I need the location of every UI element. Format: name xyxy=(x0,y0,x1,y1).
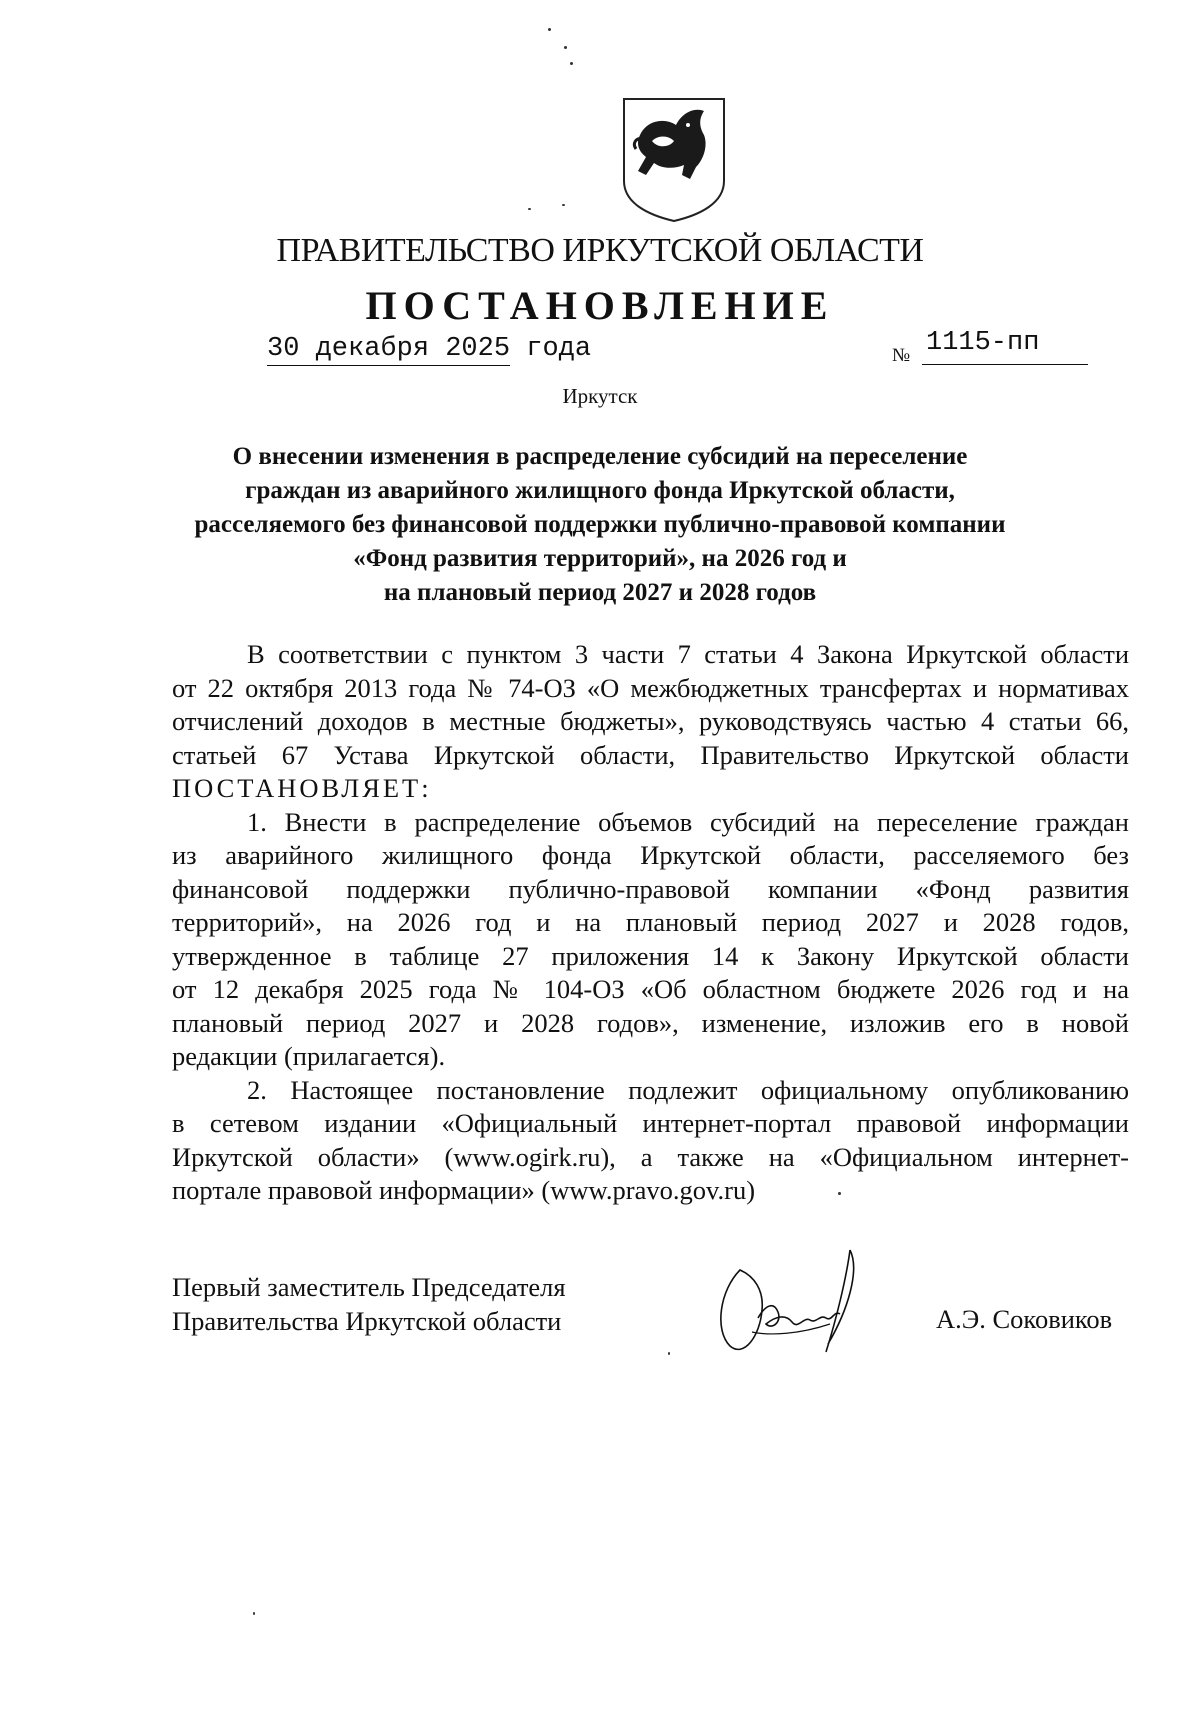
body-line: в сетевом издании «Официальный интернет-портал правовой информации xyxy=(172,1108,1129,1138)
title-line: О внесении изменения в распределение субсидий на переселение xyxy=(232,443,968,470)
body-line: финансовой поддержки публично-правовой компании «Фонд развития xyxy=(172,873,1129,904)
scan-speck xyxy=(253,1612,255,1615)
scan-speck xyxy=(548,28,551,31)
number-label: № xyxy=(892,345,911,366)
date-value: 30 декабря 2025 xyxy=(267,334,511,364)
organization-name: ПРАВИТЕЛЬСТВО ИРКУТСКОЙ ОБЛАСТИ xyxy=(276,232,924,269)
document-type: ПОСТАНОВЛЕНИЕ xyxy=(365,283,835,328)
document-date xyxy=(267,334,591,364)
signatory-name: А.Э. Соковиков xyxy=(936,1304,1113,1334)
body-line: Иркутской области» (www.ogirk.ru), а также на «Официальном интернет- xyxy=(172,1141,1129,1172)
document-number: 1115-пп xyxy=(922,328,1088,365)
body-line: от 22 октября 2013 года № 74-ОЗ «О межбюджетных трансфертах и нормативах xyxy=(172,672,1129,703)
body-line: редакции (прилагается). xyxy=(172,1041,446,1071)
scan-speck xyxy=(562,204,565,206)
signatory-position-line: Правительства Иркутской области xyxy=(172,1306,562,1336)
city: Иркутск xyxy=(562,384,638,408)
body-line: 2. Настоящее постановление подлежит официальному опубликованию xyxy=(247,1074,1129,1105)
body-line: В соответствии с пунктом 3 части 7 статьи 4 Закона Иркутской области xyxy=(247,639,1129,669)
title-line: расселяемого без финансовой поддержки публично-правовой компании xyxy=(194,511,1006,538)
title-line: граждан из аварийного жилищного фонда Иркутской области, xyxy=(245,477,955,504)
body-line: портале правовой информации» (www.pravo.gov.ru) xyxy=(172,1175,756,1205)
body-line: 1. Внести в распределение объемов субсидий на переселение граждан xyxy=(247,806,1129,837)
resolves-heading: ПОСТАНОВЛЯЕТ: xyxy=(172,773,432,803)
body-line: отчислений доходов в местные бюджеты», руководствуясь частью 4 статьи 66, xyxy=(172,706,1129,736)
body-line: плановый период 2027 и 2028 годов», изменение, изложив его в новой xyxy=(172,1007,1129,1038)
signatory-position xyxy=(172,1270,566,1338)
body-line: из аварийного жилищного фонда Иркутской области, расселяемого без xyxy=(172,840,1129,870)
scan-speck xyxy=(668,1352,670,1355)
signatory-position-line: Первый заместитель Председателя xyxy=(172,1272,566,1302)
scan-speck xyxy=(570,62,573,65)
date-suffix: года xyxy=(526,334,592,364)
title-line: «Фонд развития территорий», на 2026 год и xyxy=(353,545,847,572)
document-title xyxy=(150,440,1050,610)
body-line: утвержденное в таблице 27 приложения 14 к Закону Иркутской области xyxy=(172,940,1129,971)
handwritten-signature xyxy=(700,1240,910,1360)
title-line: на плановый период 2027 и 2028 годов xyxy=(383,579,817,606)
scan-speck xyxy=(528,208,531,210)
body-line: территорий», на 2026 год и на плановый период 2027 и 2028 годов, xyxy=(172,907,1129,937)
document-body xyxy=(172,638,1129,1208)
scan-speck xyxy=(838,1192,841,1195)
body-line: статьей 67 Устава Иркутской области, Правительство Иркутской области xyxy=(172,739,1129,770)
body-line: от 12 декабря 2025 года № 104-ОЗ «Об областном бюджете 2026 год и на xyxy=(172,974,1129,1004)
coat-of-arms-icon xyxy=(618,95,730,223)
scan-speck xyxy=(564,46,567,49)
